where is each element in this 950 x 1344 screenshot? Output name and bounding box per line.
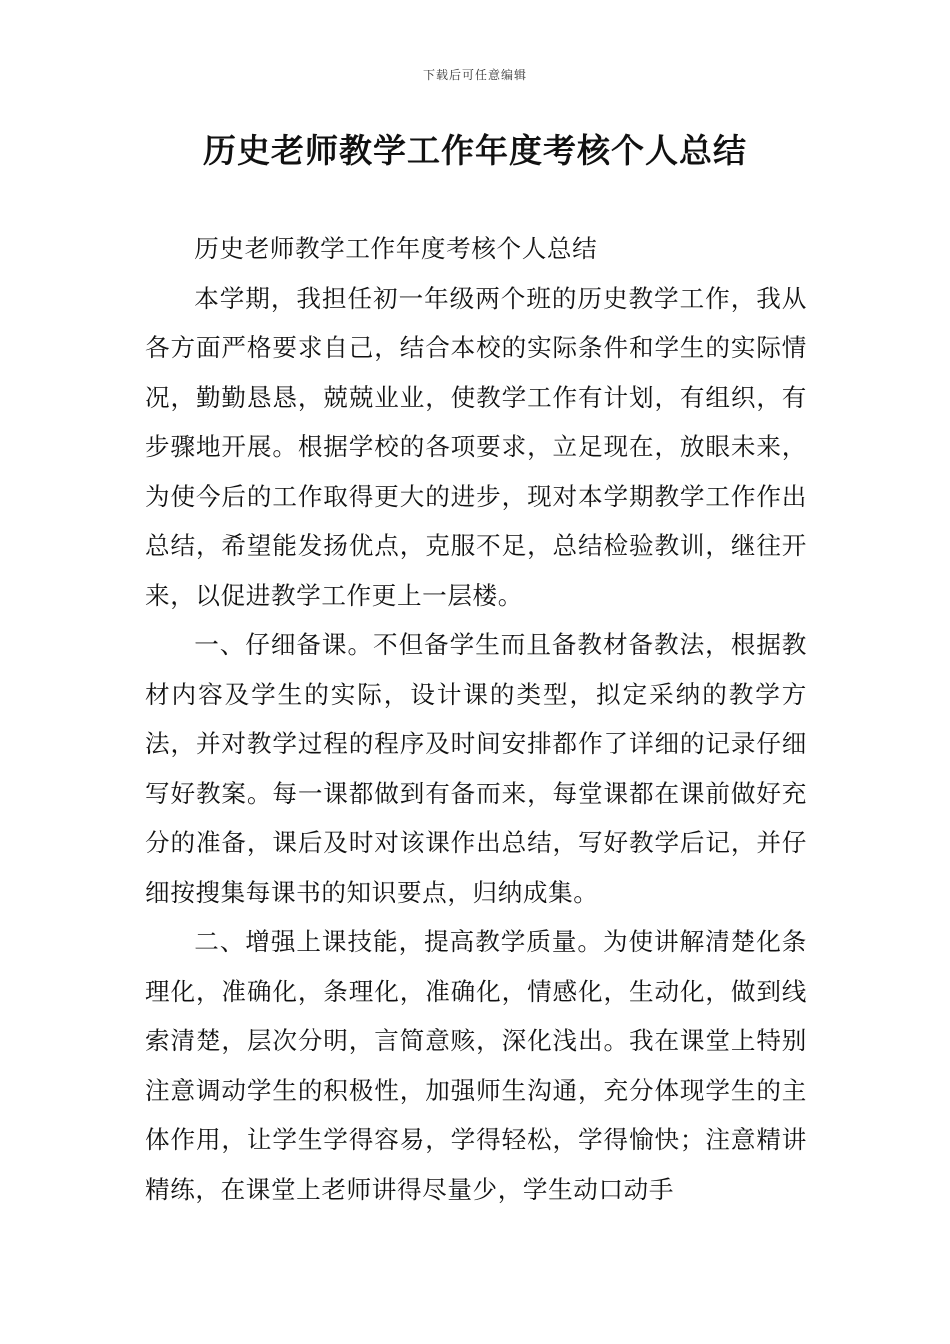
paragraph-intro: 本学期，我担任初一年级两个班的历史教学工作，我从各方面严格要求自己，结合本校的实际条件和学生的实际情况，勤勤恳恳，兢兢业业，使教学工作有计划，有组织，有步骤地开展。根据学校的各项要求，立足现在，放眼未来，为使今后的工作取得更大的进步，现对本学期教学工作作出总结，希望能发扬优点，克服不足，总结检验教训，继往开来，以促进教学工作更上一层楼。 [145,283,807,610]
paragraph-section-2: 二、增强上课技能，提高教学质量。为使讲解清楚化条理化，准确化，条理化，准确化，情感化，生动化，做到线索清楚，层次分明，言简意赅，深化浅出。我在课堂上特别注意调动学生的积极性，加强师生沟通，充分体现学生的主体作用，让学生学得容易，学得轻松，学得愉快；注意精讲精练，在课堂上老师讲得尽量少，学生动口动手 [145,927,807,1204]
header-note: 下载后可任意编辑 [422,68,527,82]
paragraph-section-1: 一、仔细备课。不但备学生而且备教材备教法，根据教材内容及学生的实际，设计课的类型，拟定采纳的教学方法，并对教学过程的程序及时间安排都作了详细的记录仔细写好教案。每一课都做到有备而来，每堂课都在课前做好充分的准备，课后及时对该课作出总结，写好教学后记，并仔细按搜集每课书的知识要点，归纳成集。 [145,630,807,907]
document-body [145,224,807,1214]
paragraph-subtitle: 历史老师教学工作年度考核个人总结 [194,234,598,263]
document-title: 历史老师教学工作年度考核个人总结 [203,131,747,170]
